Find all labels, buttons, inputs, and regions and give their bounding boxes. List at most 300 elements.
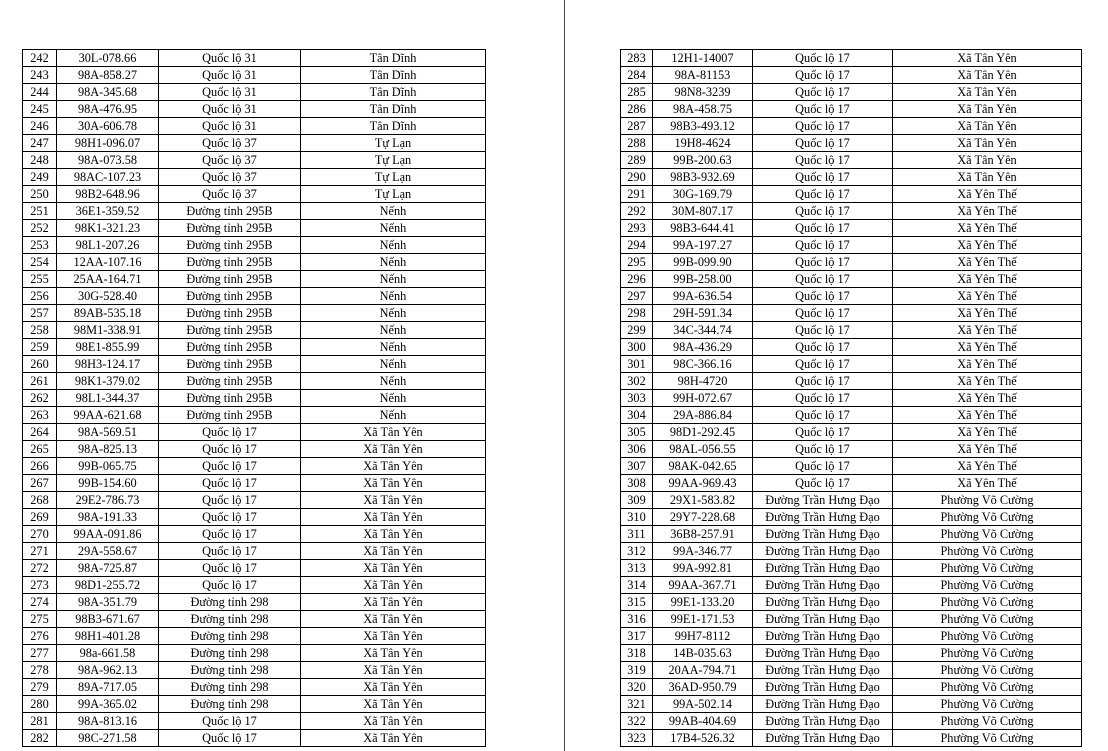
table-row: [621, 152, 1082, 169]
row-number-cell: 259: [23, 339, 57, 356]
location-cell: Xã Tân Yên: [301, 441, 486, 458]
plate-number-cell: 98A-81153: [653, 67, 753, 84]
road-cell: Quốc lộ 17: [159, 509, 301, 526]
location-cell: Xã Tân Yên: [301, 713, 486, 730]
table-row: [621, 254, 1082, 271]
plate-number-cell: 99A-197.27: [653, 237, 753, 254]
row-number-cell: 305: [621, 424, 653, 441]
table-row: [23, 441, 486, 458]
row-number-cell: 286: [621, 101, 653, 118]
row-number-cell: 310: [621, 509, 653, 526]
road-cell: Đường tỉnh 298: [159, 611, 301, 628]
plate-number-cell: 98A-569.51: [57, 424, 159, 441]
location-cell: Phường Võ Cường: [893, 628, 1082, 645]
row-number-cell: 321: [621, 696, 653, 713]
table-row: [23, 594, 486, 611]
plate-number-cell: 20AA-794.71: [653, 662, 753, 679]
plate-number-cell: 98B3-493.12: [653, 118, 753, 135]
table-row: [23, 203, 486, 220]
plate-number-cell: 99AA-621.68: [57, 407, 159, 424]
plate-number-cell: 29E2-786.73: [57, 492, 159, 509]
location-cell: Xã Tân Yên: [301, 458, 486, 475]
row-number-cell: 250: [23, 186, 57, 203]
road-cell: Quốc lộ 17: [753, 67, 893, 84]
table-row: [23, 509, 486, 526]
location-cell: Nếnh: [301, 220, 486, 237]
table-row: [621, 339, 1082, 356]
plate-number-cell: 99B-099.90: [653, 254, 753, 271]
row-number-cell: 302: [621, 373, 653, 390]
table-row: [23, 713, 486, 730]
table-row: [621, 679, 1082, 696]
plate-number-cell: 98H1-401.28: [57, 628, 159, 645]
table-row: [621, 628, 1082, 645]
plate-number-cell: 99H7-8112: [653, 628, 753, 645]
location-cell: Nếnh: [301, 373, 486, 390]
plate-number-cell: 89A-717.05: [57, 679, 159, 696]
road-cell: Quốc lộ 17: [159, 475, 301, 492]
location-cell: Xã Tân Yên: [301, 696, 486, 713]
table-row: [23, 373, 486, 390]
table-row: [23, 730, 486, 747]
table-row: [621, 526, 1082, 543]
road-cell: Đường Trần Hưng Đạo: [753, 611, 893, 628]
road-cell: Quốc lộ 31: [159, 84, 301, 101]
location-cell: Xã Tân Yên: [893, 67, 1082, 84]
plate-number-cell: 98A-345.68: [57, 84, 159, 101]
right-violations-table: [620, 49, 1082, 747]
location-cell: Nếnh: [301, 322, 486, 339]
plate-number-cell: 99H-072.67: [653, 390, 753, 407]
location-cell: Phường Võ Cường: [893, 713, 1082, 730]
road-cell: Đường Trần Hưng Đạo: [753, 526, 893, 543]
row-number-cell: 287: [621, 118, 653, 135]
plate-number-cell: 98A-191.33: [57, 509, 159, 526]
road-cell: Đường tỉnh 295B: [159, 254, 301, 271]
row-number-cell: 298: [621, 305, 653, 322]
road-cell: Quốc lộ 17: [753, 186, 893, 203]
row-number-cell: 254: [23, 254, 57, 271]
location-cell: Xã Tân Yên: [301, 492, 486, 509]
plate-number-cell: 98B3-644.41: [653, 220, 753, 237]
row-number-cell: 314: [621, 577, 653, 594]
road-cell: Quốc lộ 17: [753, 441, 893, 458]
plate-number-cell: 17B4-526.32: [653, 730, 753, 747]
table-row: [23, 458, 486, 475]
road-cell: Quốc lộ 17: [753, 305, 893, 322]
row-number-cell: 285: [621, 84, 653, 101]
table-row: [23, 560, 486, 577]
table-row: [621, 84, 1082, 101]
row-number-cell: 291: [621, 186, 653, 203]
plate-number-cell: 98N8-3239: [653, 84, 753, 101]
road-cell: Quốc lộ 17: [753, 220, 893, 237]
table-row: [621, 458, 1082, 475]
table-row: [23, 67, 486, 84]
row-number-cell: 297: [621, 288, 653, 305]
location-cell: Phường Võ Cường: [893, 730, 1082, 747]
table-row: [621, 577, 1082, 594]
row-number-cell: 274: [23, 594, 57, 611]
location-cell: Xã Yên Thế: [893, 254, 1082, 271]
table-row: [23, 152, 486, 169]
table-row: [23, 492, 486, 509]
table-row: [23, 84, 486, 101]
table-row: [23, 526, 486, 543]
location-cell: Xã Tân Yên: [301, 526, 486, 543]
location-cell: Xã Tân Yên: [893, 118, 1082, 135]
table-row: [23, 186, 486, 203]
left-violations-table: [22, 49, 486, 747]
plate-number-cell: 98B3-932.69: [653, 169, 753, 186]
location-cell: Xã Tân Yên: [301, 662, 486, 679]
location-cell: Tân Dĩnh: [301, 50, 486, 67]
road-cell: Đường Trần Hưng Đạo: [753, 628, 893, 645]
road-cell: Đường tỉnh 298: [159, 696, 301, 713]
row-number-cell: 251: [23, 203, 57, 220]
road-cell: Đường tỉnh 298: [159, 594, 301, 611]
location-cell: Xã Yên Thế: [893, 407, 1082, 424]
row-number-cell: 257: [23, 305, 57, 322]
table-row: [23, 628, 486, 645]
location-cell: Xã Yên Thế: [893, 356, 1082, 373]
location-cell: Xã Yên Thế: [893, 237, 1082, 254]
road-cell: Quốc lộ 17: [753, 50, 893, 67]
plate-number-cell: 98A-351.79: [57, 594, 159, 611]
row-number-cell: 253: [23, 237, 57, 254]
location-cell: Nếnh: [301, 288, 486, 305]
location-cell: Xã Yên Thế: [893, 203, 1082, 220]
location-cell: Nếnh: [301, 203, 486, 220]
left-table-body: [23, 50, 486, 747]
location-cell: Phường Võ Cường: [893, 594, 1082, 611]
road-cell: Quốc lộ 17: [753, 152, 893, 169]
location-cell: Xã Yên Thế: [893, 339, 1082, 356]
location-cell: Tự Lạn: [301, 186, 486, 203]
road-cell: Quốc lộ 17: [159, 458, 301, 475]
table-row: [621, 560, 1082, 577]
location-cell: Xã Tân Yên: [301, 509, 486, 526]
road-cell: Quốc lộ 17: [159, 492, 301, 509]
location-cell: Xã Tân Yên: [893, 101, 1082, 118]
plate-number-cell: 98E1-855.99: [57, 339, 159, 356]
table-row: [621, 288, 1082, 305]
row-number-cell: 245: [23, 101, 57, 118]
row-number-cell: 266: [23, 458, 57, 475]
location-cell: Nếnh: [301, 237, 486, 254]
location-cell: Xã Tân Yên: [301, 679, 486, 696]
table-row: [23, 577, 486, 594]
table-row: [23, 475, 486, 492]
table-row: [23, 220, 486, 237]
row-number-cell: 313: [621, 560, 653, 577]
table-row: [621, 322, 1082, 339]
road-cell: Đường Trần Hưng Đạo: [753, 730, 893, 747]
table-row: [23, 254, 486, 271]
table-row: [23, 611, 486, 628]
table-row: [621, 373, 1082, 390]
road-cell: Đường tỉnh 298: [159, 679, 301, 696]
row-number-cell: 282: [23, 730, 57, 747]
row-number-cell: 307: [621, 458, 653, 475]
row-number-cell: 288: [621, 135, 653, 152]
plate-number-cell: 98B2-648.96: [57, 186, 159, 203]
road-cell: Quốc lộ 17: [159, 526, 301, 543]
row-number-cell: 255: [23, 271, 57, 288]
plate-number-cell: 98L1-207.26: [57, 237, 159, 254]
plate-number-cell: 12AA-107.16: [57, 254, 159, 271]
location-cell: Xã Yên Thế: [893, 288, 1082, 305]
plate-number-cell: 89AB-535.18: [57, 305, 159, 322]
plate-number-cell: 98D1-292.45: [653, 424, 753, 441]
location-cell: Xã Yên Thế: [893, 458, 1082, 475]
location-cell: Phường Võ Cường: [893, 696, 1082, 713]
plate-number-cell: 36E1-359.52: [57, 203, 159, 220]
location-cell: Xã Yên Thế: [893, 373, 1082, 390]
table-row: [23, 696, 486, 713]
road-cell: Đường tỉnh 295B: [159, 203, 301, 220]
road-cell: Quốc lộ 17: [753, 424, 893, 441]
table-row: [621, 645, 1082, 662]
road-cell: Quốc lộ 17: [753, 101, 893, 118]
road-cell: Quốc lộ 17: [159, 441, 301, 458]
plate-number-cell: 99B-200.63: [653, 152, 753, 169]
location-cell: Xã Tân Yên: [301, 543, 486, 560]
row-number-cell: 270: [23, 526, 57, 543]
road-cell: Quốc lộ 17: [753, 390, 893, 407]
location-cell: Xã Yên Thế: [893, 305, 1082, 322]
row-number-cell: 301: [621, 356, 653, 373]
road-cell: Quốc lộ 17: [159, 713, 301, 730]
location-cell: Xã Tân Yên: [301, 577, 486, 594]
road-cell: Đường tỉnh 295B: [159, 305, 301, 322]
location-cell: Xã Tân Yên: [301, 628, 486, 645]
row-number-cell: 242: [23, 50, 57, 67]
row-number-cell: 290: [621, 169, 653, 186]
row-number-cell: 243: [23, 67, 57, 84]
plate-number-cell: 12H1-14007: [653, 50, 753, 67]
location-cell: Xã Yên Thế: [893, 220, 1082, 237]
row-number-cell: 303: [621, 390, 653, 407]
road-cell: Quốc lộ 17: [753, 356, 893, 373]
road-cell: Quốc lộ 31: [159, 67, 301, 84]
road-cell: Đường tỉnh 295B: [159, 373, 301, 390]
row-number-cell: 264: [23, 424, 57, 441]
road-cell: Đường tỉnh 295B: [159, 356, 301, 373]
location-cell: Nếnh: [301, 339, 486, 356]
row-number-cell: 263: [23, 407, 57, 424]
table-row: [23, 390, 486, 407]
road-cell: Quốc lộ 17: [753, 203, 893, 220]
plate-number-cell: 29A-558.67: [57, 543, 159, 560]
plate-number-cell: 98AL-056.55: [653, 441, 753, 458]
location-cell: Xã Yên Thế: [893, 271, 1082, 288]
plate-number-cell: 98A-962.13: [57, 662, 159, 679]
location-cell: Tân Dĩnh: [301, 67, 486, 84]
plate-number-cell: 99A-346.77: [653, 543, 753, 560]
row-number-cell: 269: [23, 509, 57, 526]
road-cell: Quốc lộ 17: [753, 169, 893, 186]
plate-number-cell: 98A-813.16: [57, 713, 159, 730]
row-number-cell: 304: [621, 407, 653, 424]
road-cell: Quốc lộ 17: [753, 254, 893, 271]
road-cell: Quốc lộ 17: [753, 135, 893, 152]
road-cell: Quốc lộ 17: [159, 424, 301, 441]
location-cell: Xã Yên Thế: [893, 186, 1082, 203]
table-row: [23, 288, 486, 305]
location-cell: Tân Dĩnh: [301, 101, 486, 118]
row-number-cell: 281: [23, 713, 57, 730]
road-cell: Quốc lộ 37: [159, 186, 301, 203]
location-cell: Xã Tân Yên: [301, 645, 486, 662]
row-number-cell: 244: [23, 84, 57, 101]
road-cell: Quốc lộ 17: [753, 288, 893, 305]
table-row: [621, 509, 1082, 526]
table-row: [23, 322, 486, 339]
road-cell: Đường Trần Hưng Đạo: [753, 645, 893, 662]
row-number-cell: 315: [621, 594, 653, 611]
table-row: [621, 696, 1082, 713]
road-cell: Đường Trần Hưng Đạo: [753, 713, 893, 730]
row-number-cell: 277: [23, 645, 57, 662]
plate-number-cell: 29A-886.84: [653, 407, 753, 424]
table-row: [621, 662, 1082, 679]
road-cell: Đường tỉnh 298: [159, 662, 301, 679]
table-row: [621, 67, 1082, 84]
plate-number-cell: 98A-458.75: [653, 101, 753, 118]
table-row: [621, 186, 1082, 203]
road-cell: Đường tỉnh 298: [159, 645, 301, 662]
location-cell: Xã Tân Yên: [893, 135, 1082, 152]
table-row: [23, 356, 486, 373]
location-cell: Phường Võ Cường: [893, 611, 1082, 628]
plate-number-cell: 99E1-171.53: [653, 611, 753, 628]
row-number-cell: 247: [23, 135, 57, 152]
road-cell: Quốc lộ 17: [159, 730, 301, 747]
road-cell: Đường tỉnh 295B: [159, 220, 301, 237]
plate-number-cell: 99A-502.14: [653, 696, 753, 713]
row-number-cell: 267: [23, 475, 57, 492]
table-row: [23, 407, 486, 424]
plate-number-cell: 29H-591.34: [653, 305, 753, 322]
row-number-cell: 268: [23, 492, 57, 509]
row-number-cell: 265: [23, 441, 57, 458]
location-cell: Phường Võ Cường: [893, 560, 1082, 577]
plate-number-cell: 98D1-255.72: [57, 577, 159, 594]
road-cell: Quốc lộ 17: [753, 237, 893, 254]
table-row: [23, 101, 486, 118]
row-number-cell: 256: [23, 288, 57, 305]
location-cell: Tự Lạn: [301, 152, 486, 169]
row-number-cell: 308: [621, 475, 653, 492]
location-cell: Nếnh: [301, 271, 486, 288]
row-number-cell: 312: [621, 543, 653, 560]
plate-number-cell: 99A-992.81: [653, 560, 753, 577]
table-row: [621, 50, 1082, 67]
location-cell: Tân Dĩnh: [301, 84, 486, 101]
location-cell: Nếnh: [301, 407, 486, 424]
table-row: [621, 492, 1082, 509]
road-cell: Đường Trần Hưng Đạo: [753, 662, 893, 679]
location-cell: Nếnh: [301, 390, 486, 407]
plate-number-cell: 98H-4720: [653, 373, 753, 390]
road-cell: Đường tỉnh 295B: [159, 288, 301, 305]
row-number-cell: 271: [23, 543, 57, 560]
plate-number-cell: 98A-725.87: [57, 560, 159, 577]
plate-number-cell: 25AA-164.71: [57, 271, 159, 288]
location-cell: Xã Tân Yên: [301, 594, 486, 611]
road-cell: Đường tỉnh 295B: [159, 271, 301, 288]
location-cell: Nếnh: [301, 254, 486, 271]
location-cell: Xã Yên Thế: [893, 475, 1082, 492]
road-cell: Quốc lộ 17: [753, 118, 893, 135]
road-cell: Đường tỉnh 298: [159, 628, 301, 645]
plate-number-cell: 99AA-969.43: [653, 475, 753, 492]
location-cell: Xã Tân Yên: [301, 475, 486, 492]
table-row: [23, 271, 486, 288]
plate-number-cell: 98K1-379.02: [57, 373, 159, 390]
table-row: [23, 543, 486, 560]
location-cell: Phường Võ Cường: [893, 662, 1082, 679]
row-number-cell: 323: [621, 730, 653, 747]
row-number-cell: 248: [23, 152, 57, 169]
location-cell: Phường Võ Cường: [893, 543, 1082, 560]
plate-number-cell: 98B3-671.67: [57, 611, 159, 628]
table-row: [621, 356, 1082, 373]
location-cell: Tự Lạn: [301, 169, 486, 186]
table-row: [621, 101, 1082, 118]
road-cell: Đường Trần Hưng Đạo: [753, 679, 893, 696]
table-row: [23, 237, 486, 254]
location-cell: Xã Tân Yên: [301, 424, 486, 441]
road-cell: Đường tỉnh 295B: [159, 322, 301, 339]
row-number-cell: 262: [23, 390, 57, 407]
road-cell: Đường Trần Hưng Đạo: [753, 492, 893, 509]
table-row: [621, 237, 1082, 254]
row-number-cell: 322: [621, 713, 653, 730]
road-cell: Quốc lộ 17: [159, 577, 301, 594]
table-row: [621, 543, 1082, 560]
right-table-body: [621, 50, 1082, 747]
location-cell: Xã Tân Yên: [893, 50, 1082, 67]
plate-number-cell: 29X1-583.82: [653, 492, 753, 509]
table-row: [23, 645, 486, 662]
road-cell: Quốc lộ 31: [159, 101, 301, 118]
table-row: [621, 135, 1082, 152]
row-number-cell: 311: [621, 526, 653, 543]
row-number-cell: 260: [23, 356, 57, 373]
plate-number-cell: 99A-636.54: [653, 288, 753, 305]
plate-number-cell: 30G-528.40: [57, 288, 159, 305]
table-row: [23, 50, 486, 67]
row-number-cell: 296: [621, 271, 653, 288]
location-cell: Nếnh: [301, 305, 486, 322]
plate-number-cell: 98C-366.16: [653, 356, 753, 373]
plate-number-cell: 98M1-338.91: [57, 322, 159, 339]
road-cell: Đường Trần Hưng Đạo: [753, 696, 893, 713]
table-row: [621, 220, 1082, 237]
road-cell: Quốc lộ 31: [159, 50, 301, 67]
road-cell: Đường tỉnh 295B: [159, 339, 301, 356]
page-divider: [564, 0, 565, 751]
location-cell: Xã Tân Yên: [301, 730, 486, 747]
road-cell: Quốc lộ 17: [753, 339, 893, 356]
location-cell: Xã Tân Yên: [893, 169, 1082, 186]
location-cell: Phường Võ Cường: [893, 526, 1082, 543]
road-cell: Quốc lộ 37: [159, 152, 301, 169]
road-cell: Đường tỉnh 295B: [159, 237, 301, 254]
table-row: [23, 339, 486, 356]
